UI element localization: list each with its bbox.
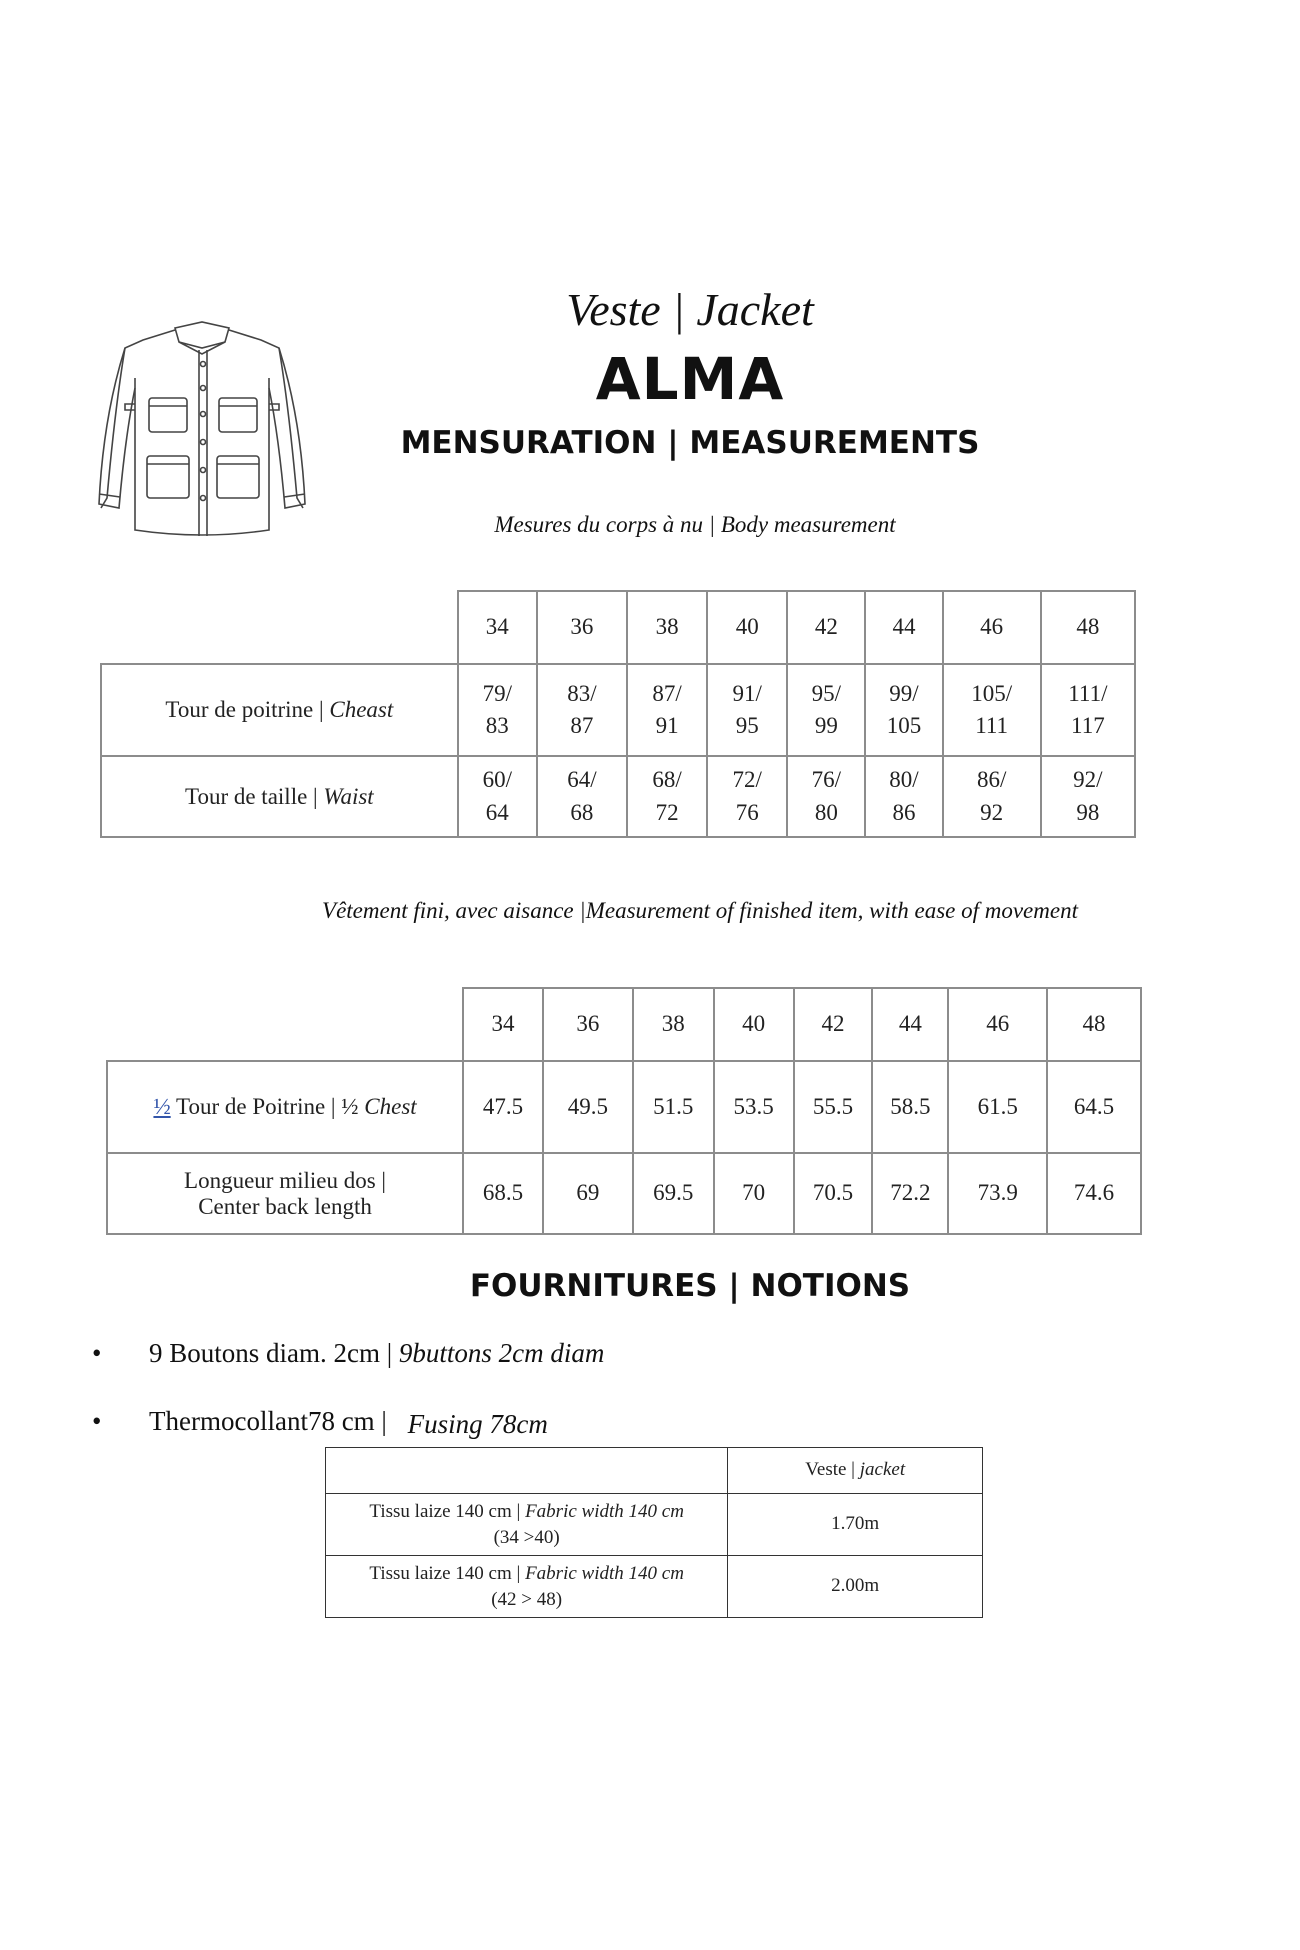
size-cell: 48 bbox=[1047, 988, 1141, 1061]
fabric-label bbox=[326, 1556, 728, 1618]
size-cell: 38 bbox=[627, 591, 707, 664]
size-cell: 42 bbox=[787, 591, 865, 664]
notion-text bbox=[149, 1338, 604, 1369]
size-cell: 36 bbox=[543, 988, 633, 1061]
size-cell: 40 bbox=[714, 988, 794, 1061]
size-cell: 48 bbox=[1041, 591, 1135, 664]
size-cell: 34 bbox=[458, 591, 537, 664]
fabric-amount: 1.70m bbox=[728, 1494, 983, 1556]
value-max: 111 bbox=[975, 713, 1009, 738]
table-row bbox=[101, 664, 1135, 756]
row-label-half-chest bbox=[107, 1061, 463, 1153]
value-min: 60/ bbox=[482, 767, 512, 793]
value-max: 76 bbox=[735, 799, 759, 825]
label-line-2: Center back length bbox=[198, 1193, 372, 1219]
value-cell: 55.5 bbox=[794, 1061, 873, 1153]
label-fr: Tissu laize 140 cm | bbox=[369, 1500, 526, 1522]
value-cell bbox=[787, 664, 865, 756]
header-fr: Veste | bbox=[805, 1459, 860, 1481]
finished-measurement-table bbox=[106, 987, 1142, 1235]
product-name: ALMA bbox=[595, 345, 785, 413]
empty-corner-cell bbox=[101, 591, 458, 664]
fabric-label bbox=[326, 1494, 728, 1556]
value-cell: 49.5 bbox=[543, 1061, 633, 1153]
value-min: 99/ bbox=[889, 680, 919, 706]
value-cell: 70 bbox=[714, 1153, 794, 1234]
value-cell: 64.5 bbox=[1047, 1061, 1141, 1153]
value-cell bbox=[707, 756, 787, 837]
value-max: 99 bbox=[814, 713, 838, 738]
row-label-chest bbox=[101, 664, 458, 756]
size-cell: 46 bbox=[948, 988, 1047, 1061]
fabric-requirement-table bbox=[325, 1447, 983, 1618]
value-cell: 47.5 bbox=[463, 1061, 543, 1153]
value-cell bbox=[627, 756, 707, 837]
value-cell bbox=[943, 664, 1041, 756]
value-cell: 73.9 bbox=[948, 1153, 1047, 1234]
value-min: 92/ bbox=[1073, 767, 1103, 793]
bullet-icon: • bbox=[92, 1338, 102, 1368]
table-row bbox=[107, 1061, 1141, 1153]
value-max: 87 bbox=[570, 713, 594, 738]
value-cell bbox=[458, 756, 537, 837]
label-line-1: Longueur milieu dos | bbox=[184, 1167, 387, 1193]
label-en: Waist bbox=[323, 783, 374, 809]
measurements-heading: MENSURATION | MEASUREMENTS bbox=[400, 425, 980, 461]
value-cell: 51.5 bbox=[633, 1061, 714, 1153]
label-en: Fabric width 140 cm bbox=[525, 1500, 684, 1522]
half-symbol-link[interactable]: ½ bbox=[153, 1094, 171, 1119]
header-en: jacket bbox=[859, 1459, 906, 1481]
value-max: 86 bbox=[892, 799, 916, 825]
value-max: 72 bbox=[655, 799, 679, 825]
label-en: Chest bbox=[364, 1094, 417, 1119]
label-en: Fabric width 140 cm bbox=[525, 1562, 684, 1584]
value-max: 80 bbox=[814, 799, 838, 825]
value-min: 91/ bbox=[732, 680, 762, 706]
body-measurement-table bbox=[100, 590, 1136, 838]
value-cell bbox=[787, 756, 865, 837]
value-max: 91 bbox=[655, 713, 679, 738]
row-label-waist bbox=[101, 756, 458, 837]
value-min: 95/ bbox=[811, 680, 842, 706]
value-cell: 70.5 bbox=[794, 1153, 873, 1234]
size-header-row bbox=[107, 988, 1141, 1061]
value-cell bbox=[537, 756, 627, 837]
size-cell: 44 bbox=[865, 591, 942, 664]
table-row bbox=[326, 1494, 983, 1556]
value-max: 95 bbox=[735, 713, 759, 738]
value-max: 64 bbox=[485, 799, 509, 825]
value-cell bbox=[537, 664, 627, 756]
value-min: 64/ bbox=[567, 767, 597, 793]
value-cell bbox=[1041, 664, 1135, 756]
label-fr: Tour de poitrine | bbox=[165, 697, 330, 722]
value-max: 92 bbox=[980, 799, 1004, 825]
notion-fr: 9 Boutons diam. 2cm | bbox=[149, 1338, 399, 1368]
value-cell bbox=[865, 756, 942, 837]
size-range: (34 >40) bbox=[493, 1526, 560, 1548]
value-max: 83 bbox=[485, 713, 509, 738]
value-max: 98 bbox=[1076, 799, 1100, 825]
notion-en: 9buttons 2cm diam bbox=[398, 1338, 605, 1368]
value-cell: 69 bbox=[543, 1153, 633, 1234]
size-cell: 44 bbox=[872, 988, 948, 1061]
value-min: 83/ bbox=[567, 680, 597, 706]
value-cell: 58.5 bbox=[872, 1061, 948, 1153]
body-measurement-caption: Mesures du corps à nu | Body measurement bbox=[494, 512, 896, 537]
size-cell: 46 bbox=[943, 591, 1041, 664]
value-cell bbox=[865, 664, 942, 756]
notion-fr: Thermocollant78 cm | bbox=[149, 1406, 394, 1436]
notion-en: Fusing 78cm bbox=[407, 1409, 548, 1439]
value-min: 105/ bbox=[971, 680, 1013, 706]
value-min: 87/ bbox=[652, 680, 682, 706]
size-cell: 36 bbox=[537, 591, 627, 664]
size-cell: 38 bbox=[633, 988, 714, 1061]
value-cell: 61.5 bbox=[948, 1061, 1047, 1153]
notion-text bbox=[149, 1406, 548, 1437]
value-min: 111/ bbox=[1068, 680, 1108, 706]
row-label-center-back-length bbox=[107, 1153, 463, 1234]
label-en: Cheast bbox=[329, 697, 394, 722]
value-cell: 68.5 bbox=[463, 1153, 543, 1234]
garment-subtitle: Veste | Jacket bbox=[566, 284, 814, 335]
value-cell: 69.5 bbox=[633, 1153, 714, 1234]
value-min: 80/ bbox=[889, 767, 919, 793]
value-cell: 74.6 bbox=[1047, 1153, 1141, 1234]
table-header-row bbox=[326, 1448, 983, 1494]
bullet-icon: • bbox=[92, 1406, 102, 1436]
label-fr: Tissu laize 140 cm | bbox=[369, 1562, 526, 1584]
empty-corner-cell bbox=[326, 1448, 728, 1494]
value-cell: 72.2 bbox=[872, 1153, 948, 1234]
size-cell: 40 bbox=[707, 591, 787, 664]
label-fr: Tour de taille | bbox=[185, 783, 324, 809]
size-cell: 42 bbox=[794, 988, 873, 1061]
notions-heading: FOURNITURES | NOTIONS bbox=[469, 1268, 911, 1304]
value-min: 79/ bbox=[482, 680, 512, 706]
value-max: 105 bbox=[886, 713, 922, 738]
value-cell bbox=[627, 664, 707, 756]
value-cell bbox=[1041, 756, 1135, 837]
value-min: 76/ bbox=[811, 767, 842, 793]
table-row bbox=[107, 1153, 1141, 1234]
value-cell bbox=[943, 756, 1041, 837]
value-cell: 53.5 bbox=[714, 1061, 794, 1153]
size-cell: 34 bbox=[463, 988, 543, 1061]
fabric-amount: 2.00m bbox=[728, 1556, 983, 1618]
table-row bbox=[326, 1556, 983, 1618]
value-cell bbox=[458, 664, 537, 756]
column-header-jacket bbox=[728, 1448, 983, 1494]
value-max: 117 bbox=[1071, 713, 1105, 738]
jacket-illustration-icon bbox=[95, 318, 310, 543]
label-fr: Tour de Poitrine | ½ bbox=[170, 1094, 365, 1119]
value-max: 68 bbox=[570, 799, 594, 825]
value-min: 86/ bbox=[976, 767, 1007, 793]
value-min: 72/ bbox=[732, 767, 762, 793]
value-cell bbox=[707, 664, 787, 756]
size-range: (42 > 48) bbox=[491, 1588, 563, 1610]
value-min: 68/ bbox=[652, 767, 682, 793]
size-header-row bbox=[101, 591, 1135, 664]
table-row bbox=[101, 756, 1135, 837]
finished-measurement-caption: Vêtement fini, avec aisance |Measurement of finished item, with ease of movement bbox=[322, 898, 1078, 923]
empty-corner-cell bbox=[107, 988, 463, 1061]
